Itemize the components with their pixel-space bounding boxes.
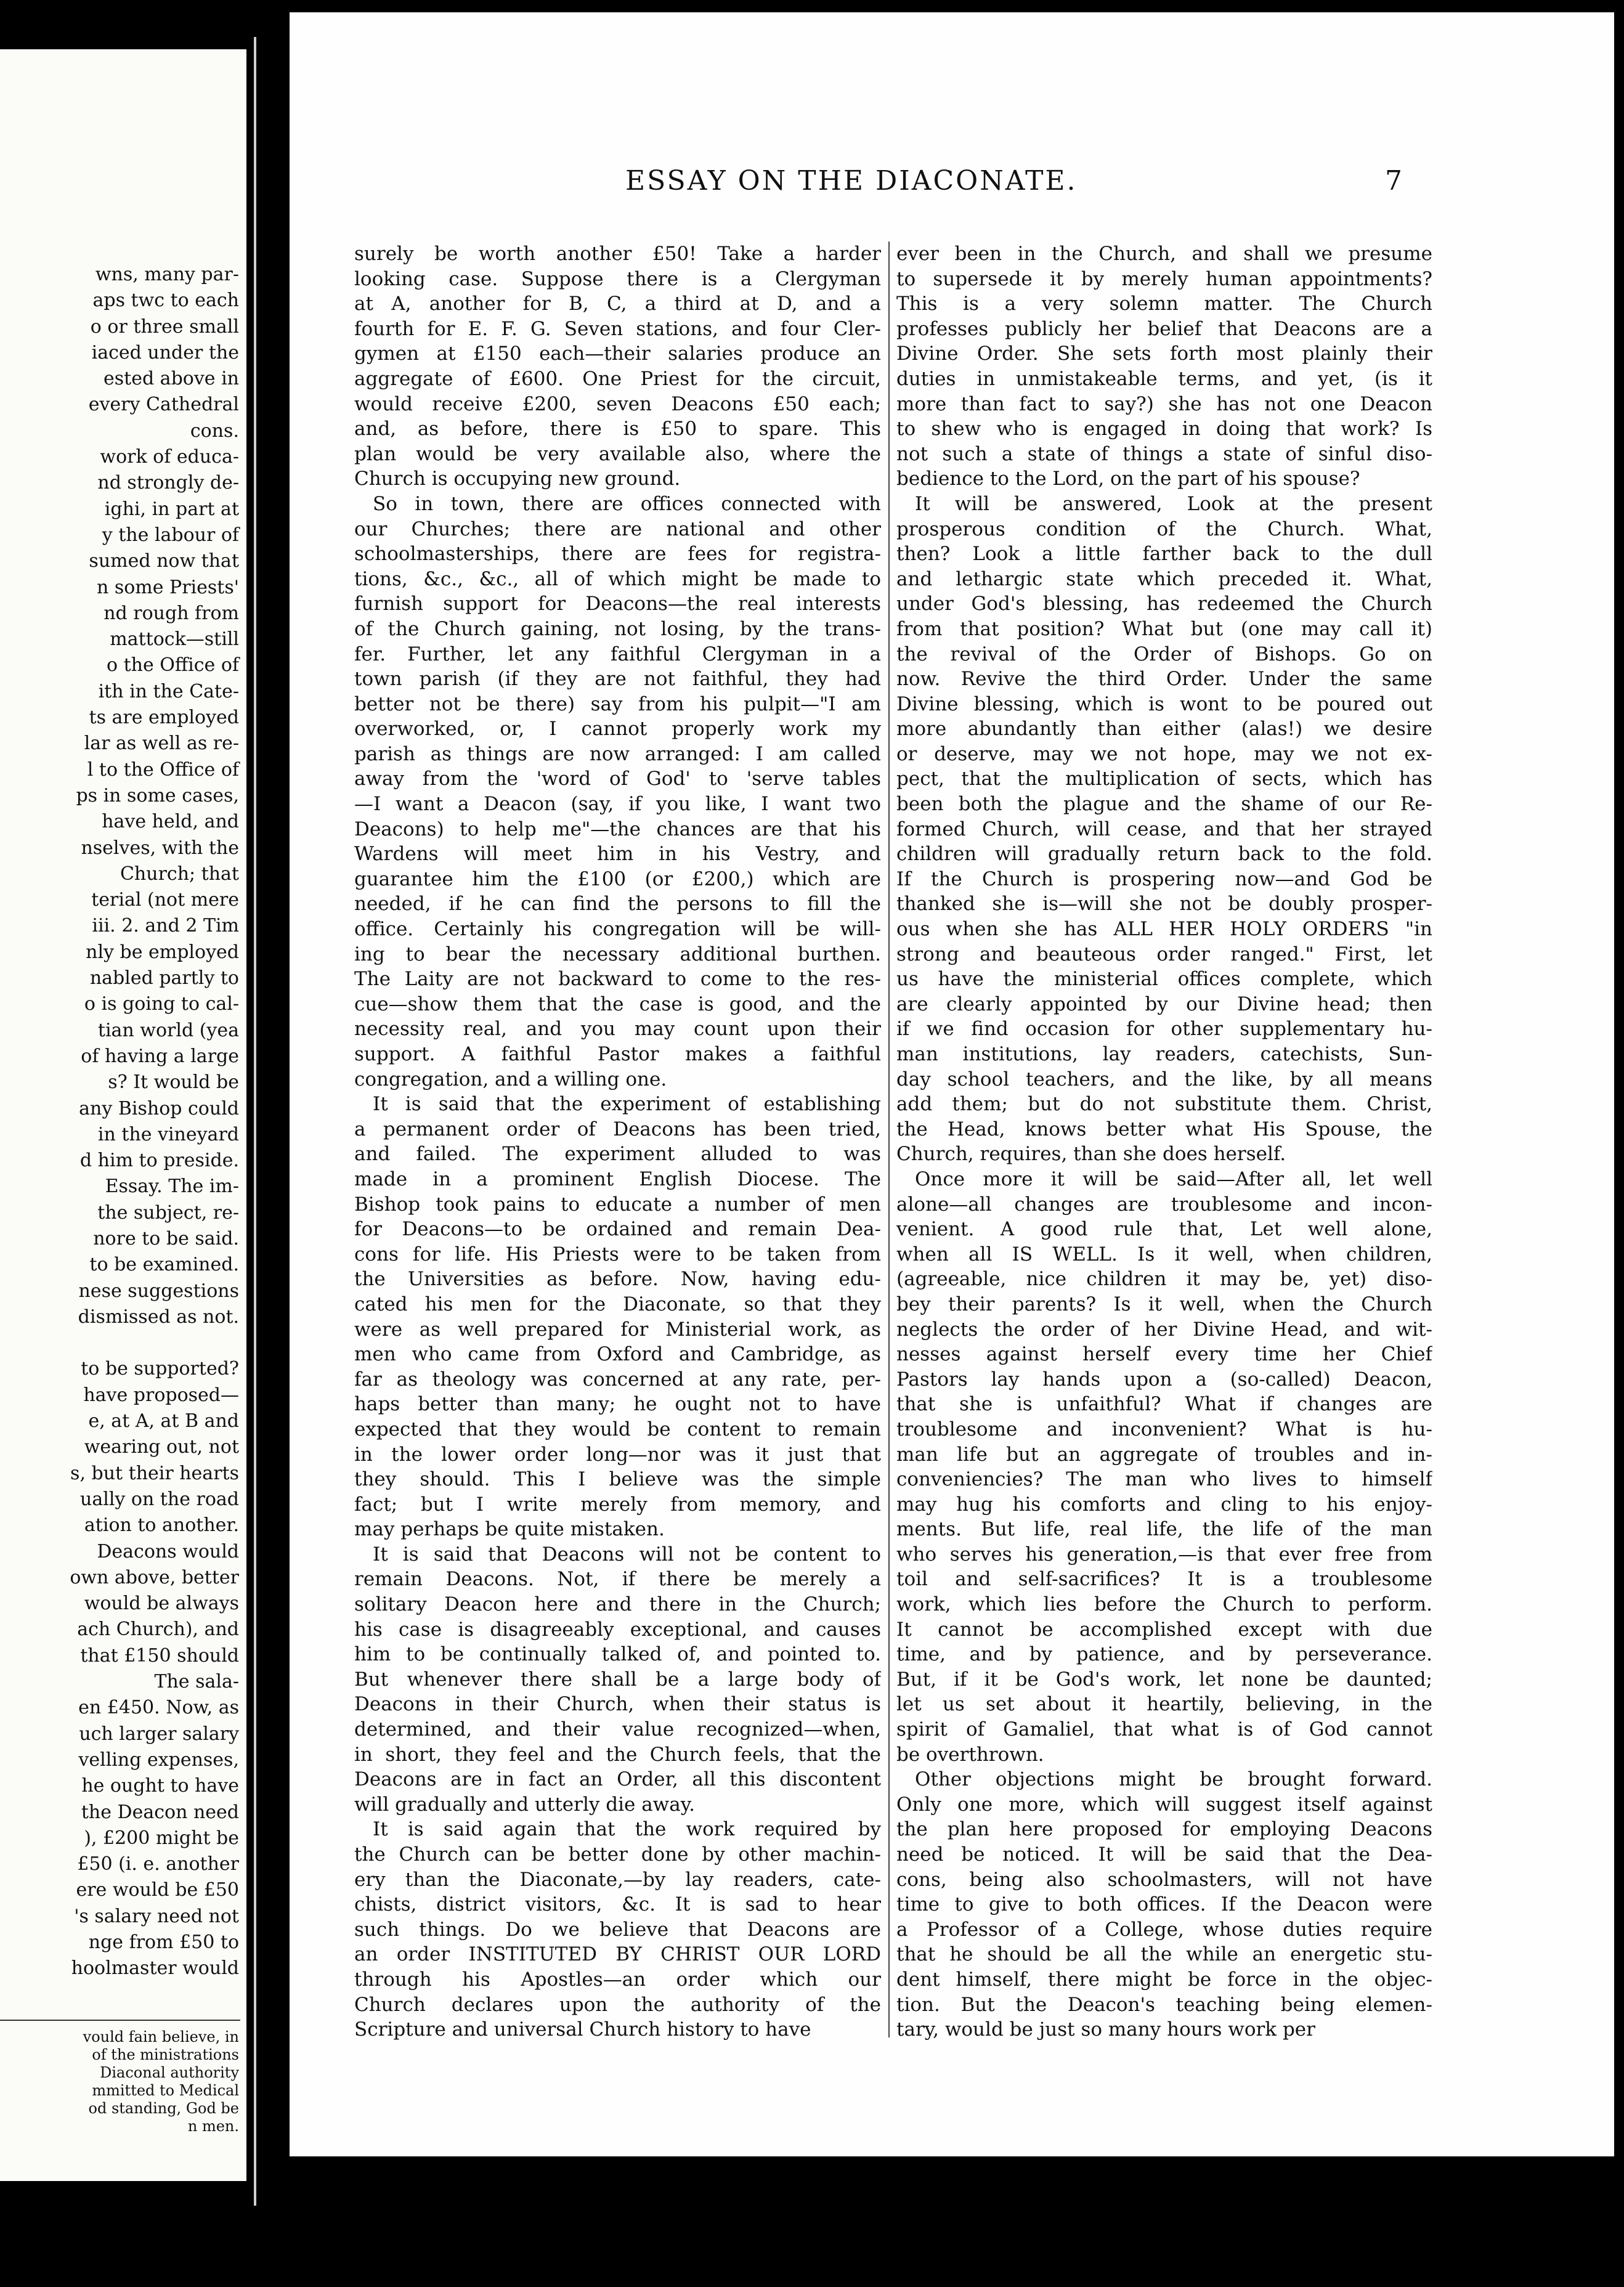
text-line: d him to preside. bbox=[79, 1150, 239, 1172]
text-line: have proposed— bbox=[83, 1384, 239, 1406]
text-line: Church, requires, than she does herself. bbox=[896, 1143, 1286, 1166]
text-line: work, which lies before the Church to perform. bbox=[896, 1593, 1432, 1616]
text-line: o is going to cal- bbox=[84, 993, 239, 1015]
text-line: and lethargic state which preceded it. What, bbox=[896, 567, 1432, 590]
text-line: ts are employed bbox=[89, 707, 239, 729]
text-line: ually on the road bbox=[80, 1488, 239, 1510]
text-line: Divine Order. She sets forth most plainly their bbox=[896, 343, 1432, 365]
text-line: iaced under the bbox=[91, 341, 239, 364]
text-line: Church; that bbox=[120, 863, 239, 885]
text-line: and failed. The experiment alluded to was bbox=[354, 1143, 881, 1166]
text-line: of the ministrations bbox=[92, 2046, 239, 2063]
text-line: far as theology was concerned at any rate, per- bbox=[354, 1368, 881, 1391]
text-line: own above, better bbox=[70, 1566, 239, 1588]
text-line: (agreeable, nice children it may be, yet) diso- bbox=[896, 1268, 1432, 1291]
text-line: determined, and their value recognized—when, bbox=[354, 1718, 881, 1741]
text-line: vould fain believe, in bbox=[83, 2028, 239, 2045]
text-line: wearing out, not bbox=[84, 1436, 239, 1458]
text-line: parish as things are now arranged: I am called bbox=[354, 742, 881, 765]
text-line: man life but an aggregate of troubles and in- bbox=[896, 1443, 1432, 1466]
text-line: are clearly appointed by our Divine head; then bbox=[896, 993, 1432, 1015]
text-line: o or three small bbox=[90, 315, 239, 338]
text-line: nesses against herself every time her Chief bbox=[896, 1343, 1432, 1366]
text-line: The Laity are not backward to come to the res- bbox=[354, 968, 881, 991]
text-line: ous when she has ALL HER HOLY ORDERS "in bbox=[896, 918, 1432, 941]
text-line: he ought to have bbox=[81, 1775, 239, 1797]
text-line: dent himself, there might be force in the objec- bbox=[896, 1968, 1432, 1991]
text-line: o the Office of bbox=[106, 654, 239, 676]
text-line: hoolmaster would bbox=[71, 1957, 239, 1980]
text-line: that he should be all the while an energetic stu- bbox=[896, 1943, 1432, 1966]
text-line: ach Church), and bbox=[77, 1619, 239, 1641]
text-line: his case is disagreeably exceptional, and causes bbox=[354, 1618, 881, 1641]
text-line: Essay. The im- bbox=[105, 1176, 239, 1198]
column-divider bbox=[888, 242, 890, 2037]
text-line: made in a prominent English Diocese. The bbox=[354, 1168, 881, 1190]
text-line: dismissed as not. bbox=[78, 1306, 239, 1328]
text-line: overworked, or, I cannot properly work my bbox=[354, 718, 881, 741]
text-line: s? It would be bbox=[108, 1071, 239, 1094]
text-line: en £450. Now, as bbox=[78, 1697, 239, 1719]
text-line: strong and beauteous order ranged." First, let bbox=[896, 943, 1432, 965]
text-line: would receive £200, seven Deacons £50 each; bbox=[354, 392, 881, 415]
text-line: uch larger salary bbox=[79, 1723, 239, 1745]
text-line: terial (not mere bbox=[91, 889, 239, 911]
text-line: town parish (if they are not faithful, they had bbox=[354, 668, 881, 691]
running-head bbox=[290, 165, 1614, 208]
text-line: such things. Do we believe that Deacons are bbox=[354, 1918, 881, 1941]
text-line: It is said that the experiment of establishing bbox=[373, 1093, 881, 1116]
text-line: work of educa- bbox=[100, 446, 239, 468]
text-line: velling expenses, bbox=[78, 1749, 239, 1771]
text-line: pect, that the multiplication of sects, which has bbox=[896, 768, 1432, 790]
text-line: alone—all changes are troublesome and incon- bbox=[896, 1193, 1432, 1216]
text-line: not such a state of things a state of sinful diso- bbox=[896, 442, 1432, 465]
text-line: an order INSTITUTED BY CHRIST OUR LORD bbox=[354, 1943, 881, 1966]
text-line: us have the ministerial offices complete, which bbox=[896, 968, 1432, 991]
text-line: ing to bear the necessary additional burthen. bbox=[354, 943, 881, 965]
text-line: man institutions, lay readers, catechists, Sun- bbox=[896, 1043, 1432, 1065]
text-line: professes publicly her belief that Deacons are a bbox=[896, 317, 1432, 340]
text-line: Only one more, which will suggest itself against bbox=[896, 1793, 1432, 1816]
facing-page-fragment bbox=[0, 49, 248, 2181]
text-line: who serves his generation,—is that ever free from bbox=[896, 1543, 1432, 1566]
text-line: nly be employed bbox=[86, 941, 239, 963]
text-line: It is said that Deacons will not be content to bbox=[373, 1543, 881, 1566]
text-line: add them; but do not substitute them. Christ, bbox=[896, 1093, 1432, 1116]
text-line: haps better than many; he ought not to have bbox=[354, 1393, 881, 1416]
book-gutter bbox=[246, 0, 290, 2287]
text-line: in short, they feel and the Church feels, that the bbox=[354, 1743, 881, 1766]
text-line: fact; but I write merely from memory, and bbox=[354, 1493, 881, 1516]
text-line: from that position? What but (one may call it) bbox=[896, 617, 1432, 640]
text-line: troublesome and inconvenient? What is hu- bbox=[896, 1418, 1432, 1440]
text-line: for Deacons—to be ordained and remain Dea- bbox=[354, 1218, 881, 1241]
footnote-rule bbox=[0, 2020, 240, 2021]
text-line: bedience to the Lord, on the part of his spouse? bbox=[896, 468, 1360, 490]
text-line: iii. 2. and 2 Tim bbox=[92, 915, 239, 937]
text-line: Scripture and universal Church history to have bbox=[354, 2018, 811, 2041]
text-line: let us set about it heartily, believing, in the bbox=[896, 1693, 1432, 1716]
text-line: that £150 should bbox=[80, 1644, 239, 1667]
text-line: the Deacon need bbox=[81, 1801, 239, 1823]
text-line: better not be there) say from his pulpit—"I am bbox=[354, 693, 881, 715]
text-line: the Universities as before. Now, having edu- bbox=[354, 1268, 881, 1291]
text-line: may hug his comforts and cling to his enjoy- bbox=[896, 1493, 1432, 1516]
text-line: Wardens will meet him in his Vestry, and bbox=[354, 843, 881, 866]
text-line: It cannot be accomplished except with due bbox=[896, 1618, 1432, 1641]
text-line: away from the 'word of God' to 'serve tables bbox=[354, 768, 881, 790]
text-line: at A, another for B, C, a third at D, and a bbox=[354, 293, 881, 315]
text-line: Other objections might be brought forward. bbox=[915, 1768, 1432, 1791]
text-line: tian world (yea bbox=[97, 1019, 239, 1041]
text-line: more than fact to say?) she has not one Deacon bbox=[896, 392, 1432, 415]
text-line: gymen at £150 each—their salaries produce an bbox=[354, 343, 881, 365]
text-line: —I want a Deacon (say, if you like, I want two bbox=[354, 793, 881, 816]
left-page-text-fragments bbox=[70, 262, 239, 1982]
text-line: ments. But life, real life, the life of the man bbox=[896, 1518, 1432, 1541]
text-line: nabled partly to bbox=[89, 967, 239, 989]
text-line: duties in unmistakeable terms, and yet, (is it bbox=[896, 367, 1432, 390]
text-line: to be supported? bbox=[81, 1358, 239, 1380]
text-line: needed, if he can find the persons to fill the bbox=[354, 893, 881, 916]
text-line: fer. Further, let any faithful Clergyman in a bbox=[354, 643, 881, 665]
text-line: congregation, and a willing one. bbox=[354, 1068, 667, 1091]
text-line: cons. bbox=[190, 420, 239, 442]
text-line: n men. bbox=[187, 2118, 239, 2135]
text-line: of having a large bbox=[81, 1045, 239, 1067]
text-line: our Churches; there are national and other bbox=[354, 518, 881, 540]
text-line: office. Certainly his congregation will be will- bbox=[354, 918, 881, 941]
text-line: support. A faithful Pastor makes a faithful bbox=[354, 1043, 881, 1065]
text-line: But whenever there shall be a large body of bbox=[354, 1668, 881, 1691]
text-line: looking case. Suppose there is a Clergyman bbox=[354, 267, 881, 290]
text-line: cue—show them that the case is good, and the bbox=[354, 993, 881, 1015]
text-line: any Bishop could bbox=[79, 1097, 239, 1119]
text-line: If the Church is prospering now—and God be bbox=[896, 867, 1432, 890]
text-line: were as well prepared for Ministerial work, as bbox=[354, 1318, 881, 1341]
text-line: solitary Deacon here and there in the Church; bbox=[354, 1593, 881, 1616]
text-line: time to give to both offices. If the Deacon were bbox=[896, 1893, 1432, 1916]
text-line: be overthrown. bbox=[896, 1743, 1044, 1766]
text-line: men who came from Oxford and Cambridge, as bbox=[354, 1343, 881, 1366]
text-line: Church is occupying new ground. bbox=[354, 468, 681, 490]
text-line: through his Apostles—an order which our bbox=[354, 1968, 881, 1991]
text-line: Deacons would bbox=[97, 1540, 239, 1562]
text-line: every Cathedral bbox=[88, 394, 239, 416]
text-line: need be noticed. It will be said that the Dea- bbox=[896, 1843, 1432, 1866]
text-line: chists, district visitors, &c. It is sad to hear bbox=[354, 1893, 881, 1916]
text-line: time, and by patience, and by perseverance. bbox=[896, 1643, 1432, 1666]
text-line: plan would be very available also, where the bbox=[354, 442, 881, 465]
text-line: schoolmasterships, there are fees for registra- bbox=[354, 543, 881, 566]
text-line bbox=[70, 1330, 239, 1356]
text-line: fourth for E. F. G. Seven stations, and four Cler- bbox=[354, 317, 881, 340]
text-line: But, if it be God's work, let none be daunted; bbox=[896, 1668, 1432, 1691]
text-line: or deserve, may we not hope, may we not ex- bbox=[896, 742, 1432, 765]
text-line: nore to be said. bbox=[93, 1227, 239, 1249]
text-line: cated his men for the Diaconate, so that they bbox=[354, 1293, 881, 1315]
text-line: the revival of the Order of Bishops. Go on bbox=[896, 643, 1432, 665]
text-line: Pastors lay hands upon a (so-called) Deacon, bbox=[896, 1368, 1432, 1391]
text-line: wns, many par- bbox=[95, 264, 239, 285]
text-line: furnish support for Deacons—the real interests bbox=[354, 593, 881, 615]
text-line: conveniencies? The man who lives to himself bbox=[896, 1468, 1432, 1491]
text-line: aggregate of £600. One Priest for the circuit, bbox=[354, 367, 881, 390]
text-line: they should. This I believe was the simple bbox=[354, 1468, 881, 1491]
text-line: guarantee him the £100 (or £200,) which are bbox=[354, 867, 881, 890]
text-line: and, as before, there is £50 to spare. This bbox=[354, 418, 881, 441]
text-line: ighi, in part at bbox=[104, 498, 239, 520]
text-line: to shew who is engaged in doing that work? Is bbox=[896, 418, 1432, 441]
text-line: formed Church, will cease, and that her strayed bbox=[896, 818, 1432, 840]
text-line: This is a very solemn matter. The Church bbox=[896, 293, 1432, 315]
text-line: Divine blessing, which is wont to be poured out bbox=[896, 693, 1432, 715]
text-line: n some Priests' bbox=[96, 576, 239, 598]
text-line: a permanent order of Deacons has been tried, bbox=[354, 1118, 881, 1140]
text-line: nd strongly de- bbox=[97, 472, 239, 494]
gutter-edge bbox=[254, 37, 256, 2206]
text-line: It will be answered, Look at the present bbox=[915, 492, 1432, 515]
text-line: tary, would be just so many hours work per bbox=[896, 2018, 1315, 2041]
text-line: now. Revive the third Order. Under the same bbox=[896, 668, 1432, 691]
text-line: Diaconal authority bbox=[100, 2064, 239, 2081]
text-line: been both the plague and the shame of our Re- bbox=[896, 793, 1432, 816]
text-line: 's salary need not bbox=[74, 1905, 239, 1927]
text-line: thanked she is—will she not be doubly prosper- bbox=[896, 893, 1432, 916]
text-line: mmitted to Medical bbox=[92, 2082, 239, 2099]
text-line: remain Deacons. Not, if there be merely a bbox=[354, 1568, 881, 1591]
text-line: that she is unfaithful? What if changes are bbox=[896, 1393, 1432, 1416]
text-line: mattock—still bbox=[110, 628, 239, 651]
text-line: would be always bbox=[84, 1593, 239, 1615]
text-line: him to be continually talked of, and pointed to. bbox=[354, 1643, 881, 1666]
text-line: lar as well as re- bbox=[84, 733, 239, 755]
right-column bbox=[896, 242, 1432, 2042]
text-line: when all IS WELL. Is it well, when children, bbox=[896, 1243, 1432, 1265]
text-line: ith in the Cate- bbox=[98, 680, 239, 702]
text-line: ), £200 might be bbox=[84, 1827, 239, 1849]
text-line: od standing, God be bbox=[88, 2100, 239, 2117]
text-line: to supersede it by merely human appointments? bbox=[896, 267, 1432, 290]
text-line: children will gradually return back to the fold. bbox=[896, 843, 1432, 866]
text-line: Deacons in their Church, when their status is bbox=[354, 1693, 881, 1716]
text-line: Deacons are in fact an Order, all this discontent bbox=[354, 1768, 881, 1791]
text-line: ps in some cases, bbox=[76, 784, 239, 806]
text-line: may perhaps be quite mistaken. bbox=[354, 1518, 665, 1541]
ink-speck bbox=[781, 53, 785, 57]
text-line: nselves, with the bbox=[81, 837, 239, 859]
text-line: prosperous condition of the Church. What, bbox=[896, 518, 1432, 540]
text-line: bey their parents? Is it well, when the Church bbox=[896, 1293, 1432, 1315]
text-line: ever been in the Church, and shall we presume bbox=[896, 243, 1432, 265]
text-line: l to the Office of bbox=[87, 758, 239, 781]
text-line: neglects the order of her Divine Head, and wit- bbox=[896, 1318, 1432, 1341]
text-line: aps twc to each bbox=[92, 290, 239, 312]
text-line: the Head, knows better what His Spouse, the bbox=[896, 1118, 1432, 1140]
text-line: cons, being also schoolmasters, will not have bbox=[896, 1868, 1432, 1891]
text-line: then? Look a little farther back to the dull bbox=[896, 543, 1432, 566]
page-number: 7 bbox=[1385, 165, 1402, 197]
text-line: the subject, re- bbox=[97, 1201, 239, 1224]
text-line: Bishop took pains to educate a number of men bbox=[354, 1193, 881, 1216]
text-line: ested above in bbox=[103, 368, 239, 390]
text-line: in the vineyard bbox=[97, 1123, 239, 1145]
left-page-footnote bbox=[83, 2028, 239, 2135]
main-page bbox=[290, 12, 1614, 2156]
text-line: cons for life. His Priests were to be taken from bbox=[354, 1243, 881, 1265]
text-line: under God's blessing, has redeemed the Church bbox=[896, 593, 1432, 615]
text-line: It is said again that the work required by bbox=[373, 1818, 881, 1841]
text-line: the Church can be better done by other machin- bbox=[354, 1843, 881, 1866]
text-line: nese suggestions bbox=[78, 1280, 239, 1302]
text-line: day school teachers, and the like, by all means bbox=[896, 1068, 1432, 1091]
text-line: ere would be £50 bbox=[76, 1879, 239, 1901]
text-line: Church declares upon the authority of the bbox=[354, 1993, 881, 2016]
text-line: ation to another. bbox=[84, 1514, 239, 1537]
text-line: Deacons) to help me"—the chances are that his bbox=[354, 818, 881, 840]
text-line: surely be worth another £50! Take a harder bbox=[354, 243, 881, 265]
text-line: ery than the Diaconate,—by lay readers, cate- bbox=[354, 1868, 881, 1891]
text-line: y the labour of bbox=[102, 524, 239, 546]
text-line: will gradually and utterly die away. bbox=[354, 1793, 695, 1816]
text-line: nd rough from bbox=[104, 602, 239, 624]
text-line: venient. A good rule that, Let well alone, bbox=[896, 1218, 1432, 1241]
text-line: expected that they would be content to remain bbox=[354, 1418, 881, 1440]
text-line: of the Church gaining, not losing, by the trans- bbox=[354, 617, 881, 640]
text-line: e, at A, at B and bbox=[88, 1410, 239, 1432]
text-line: So in town, there are offices connected with bbox=[373, 492, 881, 515]
text-line: s, but their hearts bbox=[70, 1462, 239, 1484]
text-line: a Professor of a College, whose duties require bbox=[896, 1918, 1432, 1941]
text-line: The sala- bbox=[154, 1671, 239, 1693]
text-line: more abundantly than either (alas!) we desire bbox=[896, 718, 1432, 741]
running-title: ESSAY ON THE DIACONATE. bbox=[625, 165, 1078, 197]
text-line: spirit of Gamaliel, that what is of God cannot bbox=[896, 1718, 1432, 1741]
text-line: necessity real, and you may count upon their bbox=[354, 1018, 881, 1041]
text-line: toil and self-sacrifices? It is a troublesome bbox=[896, 1568, 1432, 1591]
text-line: tions, &c., &c., all of which might be made to bbox=[354, 567, 881, 590]
left-column bbox=[354, 242, 881, 2042]
text-line: tion. But the Deacon's teaching being elemen- bbox=[896, 1993, 1432, 2016]
text-line: nge from £50 to bbox=[88, 1932, 239, 1953]
text-line: the plan here proposed for employing Deacons bbox=[896, 1818, 1432, 1841]
text-line: sumed now that bbox=[89, 550, 239, 572]
text-line: if we find occasion for other supplementary hu- bbox=[896, 1018, 1432, 1041]
text-line: Once more it will be said—After all, let well bbox=[915, 1168, 1432, 1190]
text-line: have held, and bbox=[102, 811, 239, 833]
text-line: in the lower order long—nor was it just that bbox=[354, 1443, 881, 1466]
text-line: to be examined. bbox=[89, 1254, 239, 1276]
text-line: £50 (i. e. another bbox=[77, 1853, 239, 1875]
